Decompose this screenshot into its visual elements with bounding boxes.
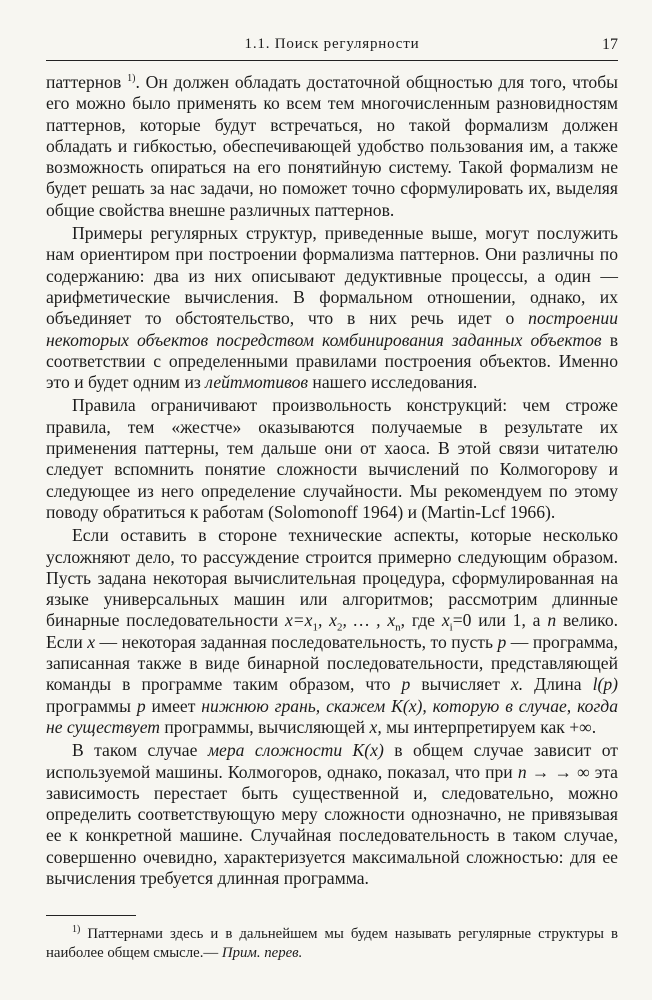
running-title: 1.1. Поиск регулярности: [244, 36, 420, 52]
paragraph-5: В таком случае мера сложности K(x) в общем случае зависит от используемой машины. Колмогоров, однако, показал, что при n → → ∞ эта зависимость перестает быть существенной и, следовательно, можно определить соответствующую меру сложности однозначно, не привязывая ее к конкретной машине. Случайная последовательность в таком случае, совершенно очевидно, характеризуется максимальной сложностью: для ее вычисления требуется длинная программа.: [46, 740, 618, 888]
main-text: [46, 72, 618, 889]
paragraph-1: паттернов $^{1)}$. Он должен обладать достаточной общностью для того, чтобы его можно было применять ко всем тем многочисленным разновидностям паттернов, которые будут встречаться, но такой формализм должен обладать и гибкостью, обеспечивающей удобство пользования им, а также возможность опираться на его понятийную систему. Такой формализм не будет решать за нас задачи, но поможет точно сформулировать их, выделяя общие свойства внешне различных паттернов.: [46, 72, 618, 220]
footnote-marker: 1): [127, 73, 136, 85]
paragraph-4: Если оставить в стороне технические аспекты, которые несколько усложняют дело, то рассуждение строится примерно следующим образом. Пусть задана некоторая вычислительная процедура, сформулированная на языке универсальных машин или алгоритмов; рассмотрим длинные бинарные последовательности $x=x_1$, $x_2$, … , $x_n$, где $x_i=0$ или 1, а n велико. Если x — некоторая заданная последовательность, то пусть p — программа, записанная также в виде бинарной последовательности, представляющей команды в программе таким образом, что p вычисляет x. Длина l(p) программы p имеет нижнюю грань, скажем K(x), которую в случае, когда не существует программы, вычисляющей x, мы интерпретируем как +∞.: [46, 525, 619, 737]
page-number: 17: [602, 36, 618, 53]
footnote-number: 1): [72, 924, 81, 936]
paragraph-2: Примеры регулярных структур, приведенные выше, могут послужить нам ориентиром при построении формализма паттернов. Они различны по содержанию: два из них описывают дедуктивные процессы, а один — арифметические вычисления. В формальном отношении, однако, их объединяет то обстоятельство, что в них речь идет о построении некоторых объектов посредством комбинирования заданных объектов в соответствии с определенными правилами построения объектов. Именно это и будет одним из лейтмотивов нашего исследования.: [46, 223, 618, 393]
paragraph-3: Правила ограничивают произвольность конструкций: чем строже правила, тем «жестче» оказываются получаемые в результате их применения паттерны, тем дальше они от хаоса. В этой связи читателю следует вспомнить понятие сложности вычислений по Колмогорову и следующее из него определение случайности. Мы рекомендуем по этому поводу обратиться к работам (Solomonoff 1964) и (Martin-Lcf 1966).: [46, 395, 618, 522]
footnote-divider: [46, 915, 136, 916]
running-header: [46, 36, 618, 61]
footnote: $^{1)}$ Паттернами здесь и в дальнейшем мы будем называть регулярные структуры в наиболее общем смысле.— Прим. перев.: [46, 924, 618, 961]
